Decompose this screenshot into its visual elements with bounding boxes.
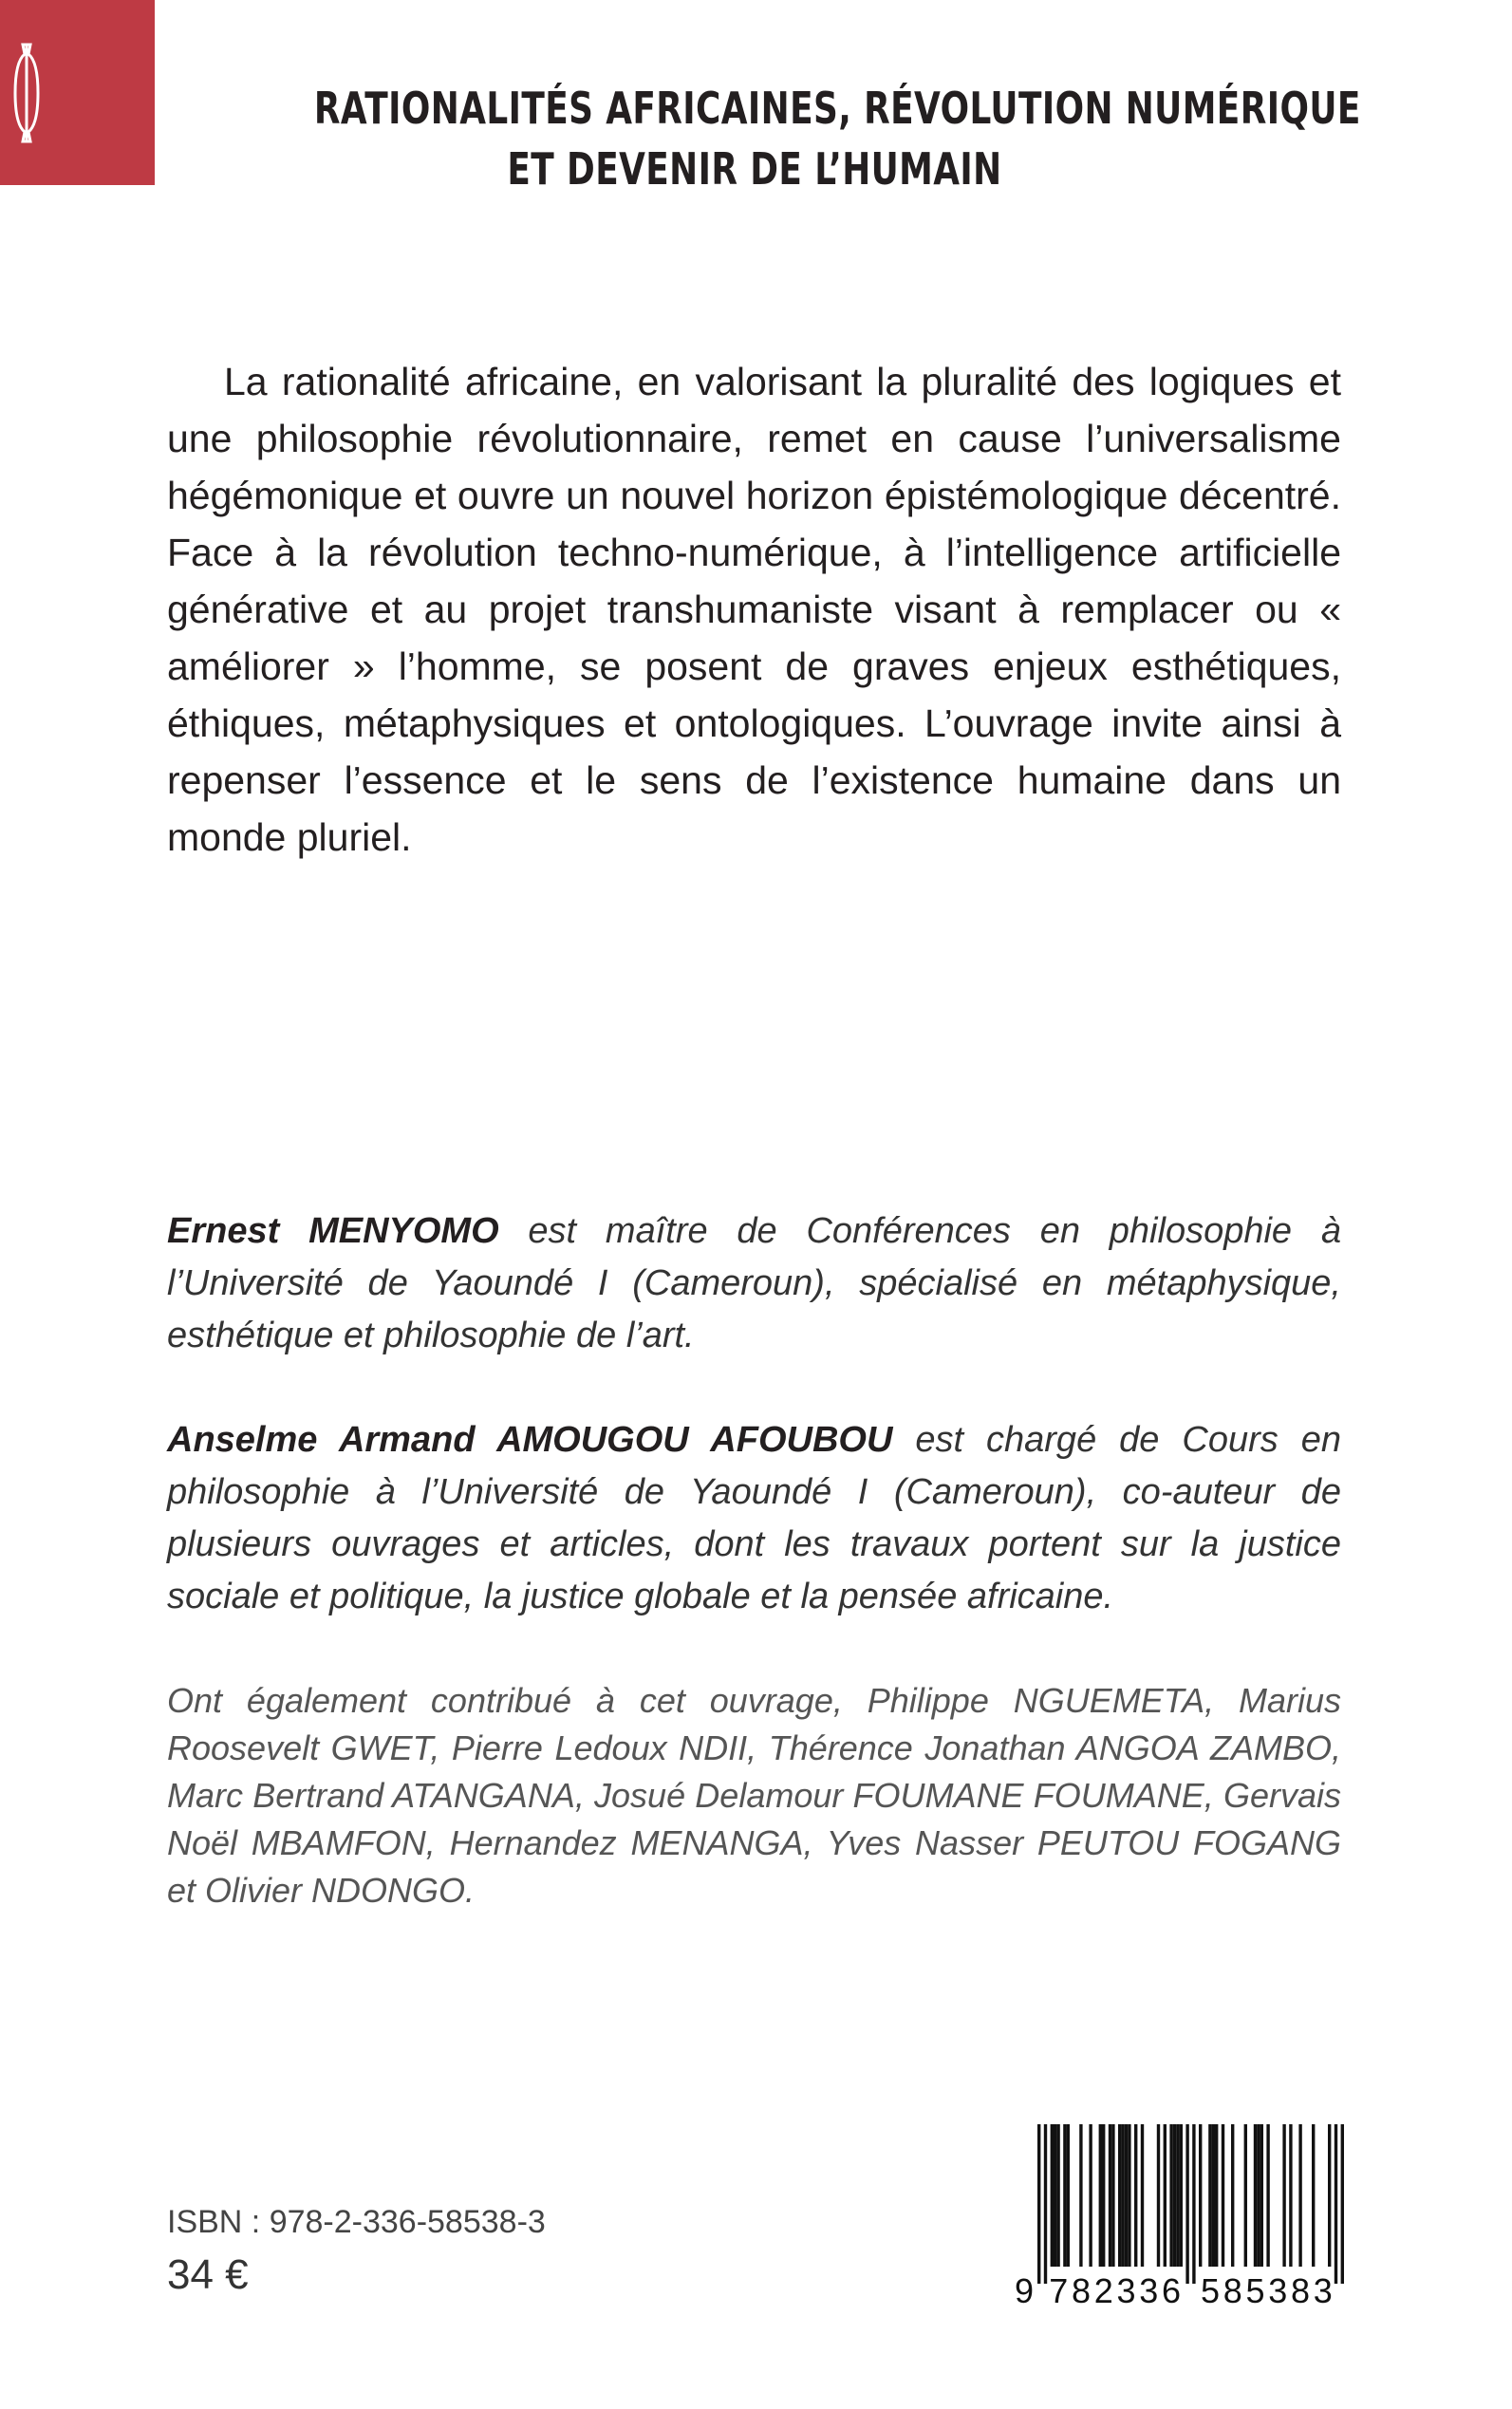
author-bio-text: est maître de Conférences en philosophie à l’Université de Yaoundé I (Cameroun), spécialisé en métaphysique, esthétique et philosophie de l’art. (167, 1211, 1341, 1355)
barcode-bar (1257, 2124, 1260, 2267)
barcode-bar (1192, 2124, 1195, 2284)
barcode-bar (1312, 2124, 1315, 2267)
barcode-bar (1037, 2124, 1040, 2284)
barcode-bar (1054, 2124, 1056, 2267)
summary-paragraph: La rationalité africaine, en valorisant la pluralité des logiques et une philosophie révolutionnaire, remet en cause l’universalisme hégémonique et ouvre un nouvel horizon épistémologique décentré. Face à la révolution techno-numérique, à l’intelligence artificielle générative et au projet transhumaniste visant à remplacer ou « améliorer » l’homme, se posent de graves enjeux esthétiques, éthiques, métaphysiques et ontologiques. L’ouvrage invite ainsi à repenser l’essence et le sens de l’existence humaine dans un monde pluriel. (167, 360, 1341, 859)
barcode-digits: 782336 (1049, 2271, 1181, 2309)
barcode-bar (1125, 2124, 1128, 2267)
price: 34 € (167, 2251, 249, 2298)
author-bio-1 (167, 1205, 1341, 1362)
publisher-logo (0, 0, 155, 185)
barcode-bar (1282, 2124, 1285, 2267)
barcode-bar (1079, 2124, 1082, 2267)
barcode-bar (1111, 2124, 1114, 2267)
barcode-bar (1254, 2124, 1257, 2267)
barcode-bar (1169, 2124, 1172, 2267)
barcode-bar (1102, 2124, 1105, 2267)
barcode-bar (1121, 2124, 1124, 2267)
barcode-bar (1128, 2124, 1130, 2267)
barcode-bar (1328, 2124, 1331, 2267)
barcode-bar (1109, 2124, 1111, 2267)
barcode-bar (1067, 2124, 1070, 2267)
barcode-bar (1141, 2124, 1144, 2267)
contributors: Ont également contribué à cet ouvrage, Philippe NGUEMETA, Marius Roosevelt GWET, Pierre Ledoux NDII, Thérence Jonathan ANGOA ZAMBO, Marc Bertrand ATANGANA, Josué Delamour FOUMANE FOUMANE, Gervais Noël MBAMFON, Hernandez MENANGA, Yves Nasser PEUTOU FOGANG et Olivier NDONGO. (167, 1681, 1341, 1910)
barcode-bar (1134, 2124, 1137, 2267)
barcode-bar (1051, 2124, 1054, 2267)
barcode-bar (1231, 2124, 1234, 2267)
barcode-bar (1199, 2124, 1202, 2267)
barcode-bar (1341, 2124, 1344, 2284)
barcode-bar (1289, 2124, 1292, 2267)
barcode-bar (1215, 2124, 1218, 2267)
author-bio-text: est chargé de Cours en philosophie à l’Université de Yaoundé I (Cameroun), co-auteur de plusieurs ouvrages et articles, dont les travaux portent sur la justice sociale et politique, la justice globale et la pensée africaine. (167, 1420, 1341, 1616)
barcode-bar (1176, 2124, 1179, 2267)
barcode-bar (1180, 2124, 1183, 2267)
barcode (1011, 2124, 1353, 2309)
isbn: ISBN : 978-2-336-58538-3 (167, 2204, 546, 2240)
title-line-1: RATIONALITÉS AFRICAINES, RÉVOLUTION NUMÉRIQUE (313, 83, 1361, 134)
barcode-bar (1335, 2124, 1337, 2284)
author-name: Anselme Armand AMOUGOU AFOUBOU (167, 1420, 893, 1460)
barcode-digits: 9 (1015, 2271, 1035, 2309)
phi-logo-icon (13, 43, 40, 143)
barcode-bar (1044, 2124, 1047, 2284)
barcode-digits: 585383 (1201, 2271, 1333, 2309)
barcode-bar (1298, 2124, 1301, 2267)
barcode-bar (1185, 2124, 1188, 2284)
barcode-bar (1099, 2124, 1102, 2267)
author-name: Ernest MENYOMO (167, 1211, 499, 1251)
barcode-bar (1244, 2124, 1247, 2267)
book-title (313, 78, 1361, 199)
barcode-bar (1157, 2124, 1160, 2267)
barcode-bar (1118, 2124, 1121, 2267)
title-line-2: ET DEVENIR DE L’HUMAIN (507, 143, 1002, 195)
barcode-bar (1266, 2124, 1269, 2267)
barcode-bar (1164, 2124, 1167, 2267)
barcode-bar (1208, 2124, 1211, 2267)
author-bio-2 (167, 1414, 1341, 1623)
barcode-bar (1063, 2124, 1066, 2267)
barcode-bar (1260, 2124, 1263, 2267)
barcode-bar (1173, 2124, 1176, 2267)
barcode-bar (1056, 2124, 1059, 2267)
barcode-bar (1212, 2124, 1215, 2267)
barcode-bar (1089, 2124, 1092, 2267)
barcode-bar (1222, 2124, 1224, 2267)
